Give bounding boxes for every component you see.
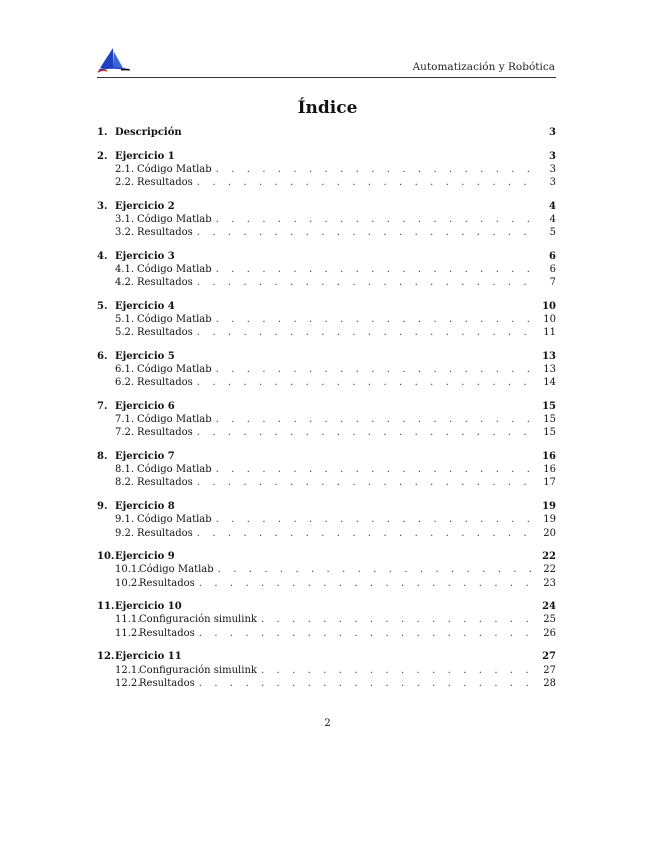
toc-subentry-title: Configuración simulink [139,664,257,676]
toc-entry-page: 15 [542,401,556,412]
toc-entry-title: Ejercicio 3 [115,250,175,262]
toc-subentry-page: 6 [549,264,556,275]
toc-subentry-page: 5 [549,227,556,239]
toc-leader-dots [216,263,538,276]
toc-leader-dots [197,176,538,189]
toc-subentry[interactable] [97,413,556,426]
toc-entry-page: 19 [542,501,556,513]
toc-section [97,200,556,240]
toc-leader-dots [197,376,538,389]
toc-leader-dots [216,463,538,476]
toc-entry-title: Ejercicio 4 [115,300,175,312]
toc-subentry-page: 25 [543,614,556,626]
toc-section [97,600,556,640]
toc-entry[interactable] [97,300,556,313]
toc-subentry[interactable] [97,163,556,176]
toc-entry-number: 3. [97,200,108,212]
toc-subentry-title: Resultados [137,477,193,489]
toc-subentry-number: 11.1. [115,614,141,626]
toc-subentry[interactable] [97,613,556,626]
toc-entry-title: Ejercicio 5 [115,350,175,362]
toc-entry[interactable] [97,350,556,363]
toc-subentry-title: Resultados [137,377,193,389]
toc-subentry[interactable] [97,677,556,690]
toc-leader-dots [216,313,538,326]
toc-subentry-number: 6.1. [115,364,135,376]
table-of-contents [97,126,556,700]
toc-subentry-page: 15 [543,427,556,439]
toc-subentry-title: Configuración simulink [139,614,257,626]
toc-subentry-title: Código Matlab [137,213,212,225]
toc-subentry-page: 13 [543,364,556,376]
toc-entry-title: Descripción [115,127,182,138]
toc-entry[interactable] [97,400,556,413]
toc-subentry-page: 10 [543,314,556,326]
toc-subentry-page: 28 [543,677,556,689]
toc-subentry-number: 5.2. [115,327,135,339]
toc-subentry-number: 8.1. [115,464,135,476]
toc-entry-page: 3 [549,150,556,162]
toc-subentry-number: 4.2. [115,277,135,289]
toc-subentry-page: 19 [543,514,556,526]
university-logo-icon [97,46,131,74]
toc-subentry-title: Resultados [137,177,193,189]
toc-subentry-title: Resultados [139,627,195,639]
toc-subentry[interactable] [97,326,556,339]
toc-leader-dots [197,276,538,289]
toc-subentry-page: 4 [549,213,556,225]
toc-subentry[interactable] [97,664,556,677]
toc-leader-dots [197,426,538,439]
toc-entry[interactable] [97,650,556,663]
toc-entry[interactable] [97,450,556,463]
toc-subentry[interactable] [97,313,556,326]
toc-entry-page: 10 [542,300,556,312]
toc-subentry-page: 3 [549,163,556,175]
toc-entry-number: 12. [97,651,115,663]
toc-subentry-number: 5.1. [115,314,135,326]
toc-leader-dots [197,326,538,339]
toc-leader-dots [216,213,538,226]
toc-entry-title: Ejercicio 1 [115,150,175,162]
toc-entry-page: 22 [542,551,556,563]
toc-subentry-title: Código Matlab [137,314,212,326]
toc-subentry[interactable] [97,577,556,590]
toc-leader-dots [199,677,538,690]
toc-section [97,126,556,139]
running-header-title: Automatización y Robótica [412,61,555,73]
toc-entry-title: Ejercicio 9 [115,551,175,563]
toc-subentry-page: 17 [543,477,556,489]
toc-subentry[interactable] [97,376,556,389]
toc-subentry-number: 7.2. [115,427,135,439]
toc-subentry[interactable] [97,176,556,189]
toc-subentry-number: 10.2. [115,577,141,589]
toc-section [97,650,556,690]
toc-leader-dots [261,664,538,677]
toc-subentry[interactable] [97,213,556,226]
toc-subentry-page: 23 [543,577,556,589]
toc-subentry-title: Resultados [137,327,193,339]
toc-section [97,250,556,290]
toc-subentry-page: 7 [549,277,556,289]
toc-subentry[interactable] [97,527,556,540]
toc-section [97,450,556,490]
toc-subentry[interactable] [97,363,556,376]
toc-entry-number: 1. [97,127,108,138]
toc-subentry-number: 12.1. [115,664,141,676]
toc-subentry-page: 16 [543,464,556,476]
toc-entry-page: 27 [542,651,556,663]
toc-leader-dots [218,563,538,576]
header-rule [97,77,556,78]
toc-entry-number: 8. [97,451,108,463]
toc-section [97,350,556,390]
toc-entry-page: 24 [542,601,556,613]
toc-subentry-title: Resultados [137,527,193,539]
toc-entry-page: 13 [542,350,556,362]
toc-section [97,500,556,540]
toc-leader-dots [261,613,538,626]
toc-leader-dots [197,476,538,489]
toc-subentry[interactable] [97,627,556,640]
toc-subentry-title: Resultados [137,227,193,239]
toc-subentry-page: 20 [543,527,556,539]
toc-leader-dots [216,413,538,426]
toc-entry[interactable] [97,550,556,563]
toc-entry-title: Ejercicio 7 [115,451,175,463]
toc-subentry-number: 7.1. [115,414,135,426]
toc-subentry-title: Código Matlab [137,364,212,376]
toc-entry-number: 4. [97,250,108,262]
toc-subentry-page: 11 [543,327,556,339]
toc-entry-page: 4 [549,200,556,212]
toc-section [97,300,556,340]
toc-subentry-title: Código Matlab [137,264,212,275]
toc-entry-title: Ejercicio 6 [115,401,175,412]
toc-subentry-number: 2.1. [115,163,135,175]
toc-entry-page: 3 [549,127,556,138]
toc-subentry[interactable] [97,476,556,489]
toc-subentry-title: Resultados [137,427,193,439]
toc-entry-number: 6. [97,350,108,362]
toc-subentry-title: Código Matlab [137,514,212,526]
toc-entry-page: 16 [542,451,556,463]
toc-subentry-number: 3.2. [115,227,135,239]
toc-leader-dots [216,513,538,526]
toc-subentry-page: 26 [543,627,556,639]
toc-title: Índice [297,98,358,118]
toc-entry[interactable] [97,250,556,263]
toc-subentry-title: Código Matlab [137,464,212,476]
toc-subentry-title: Código Matlab [139,564,214,576]
toc-entry-title: Ejercicio 2 [115,200,175,212]
toc-entry-number: 10. [97,551,115,563]
toc-subentry-number: 3.1. [115,213,135,225]
toc-subentry-number: 8.2. [115,477,135,489]
toc-subentry-number: 10.1. [115,564,141,576]
toc-subentry-title: Resultados [137,277,193,289]
toc-entry-number: 9. [97,501,108,513]
toc-entry-number: 2. [97,150,108,162]
toc-subentry-title: Resultados [139,577,195,589]
toc-subentry[interactable] [97,226,556,239]
toc-entry-number: 11. [97,601,115,613]
toc-leader-dots [197,527,538,540]
toc-subentry-number: 12.2. [115,677,141,689]
toc-subentry-number: 9.2. [115,527,135,539]
toc-section [97,400,556,440]
toc-subentry[interactable] [97,263,556,276]
toc-leader-dots [197,226,538,239]
toc-subentry-title: Código Matlab [137,414,212,426]
toc-entry[interactable] [97,600,556,613]
toc-subentry-number: 4.1. [115,264,135,275]
toc-subentry-page: 14 [543,377,556,389]
toc-subentry-page: 15 [543,414,556,426]
toc-leader-dots [216,163,538,176]
toc-entry-page: 6 [549,250,556,262]
toc-subentry-page: 27 [543,664,556,676]
toc-subentry[interactable] [97,563,556,576]
toc-subentry-page: 22 [543,564,556,576]
toc-entry-number: 7. [97,401,108,412]
toc-entry-title: Ejercicio 11 [115,651,182,663]
toc-leader-dots [216,363,538,376]
toc-subentry-page: 3 [549,177,556,189]
toc-subentry[interactable] [97,276,556,289]
toc-entry-title: Ejercicio 10 [115,601,182,613]
toc-subentry[interactable] [97,513,556,526]
toc-subentry-number: 6.2. [115,377,135,389]
toc-subentry-number: 9.1. [115,514,135,526]
toc-subentry[interactable] [97,463,556,476]
page-number: 2 [324,718,331,729]
toc-entry-number: 5. [97,300,108,312]
toc-entry[interactable] [97,126,556,139]
toc-entry[interactable] [97,150,556,163]
toc-entry[interactable] [97,200,556,213]
toc-subentry-number: 11.2. [115,627,141,639]
toc-leader-dots [199,627,538,640]
toc-section [97,550,556,590]
toc-section [97,150,556,190]
toc-leader-dots [199,577,538,590]
toc-subentry[interactable] [97,426,556,439]
toc-entry[interactable] [97,500,556,513]
toc-subentry-title: Resultados [139,677,195,689]
toc-subentry-title: Código Matlab [137,163,212,175]
toc-entry-title: Ejercicio 8 [115,501,175,513]
toc-subentry-number: 2.2. [115,177,135,189]
